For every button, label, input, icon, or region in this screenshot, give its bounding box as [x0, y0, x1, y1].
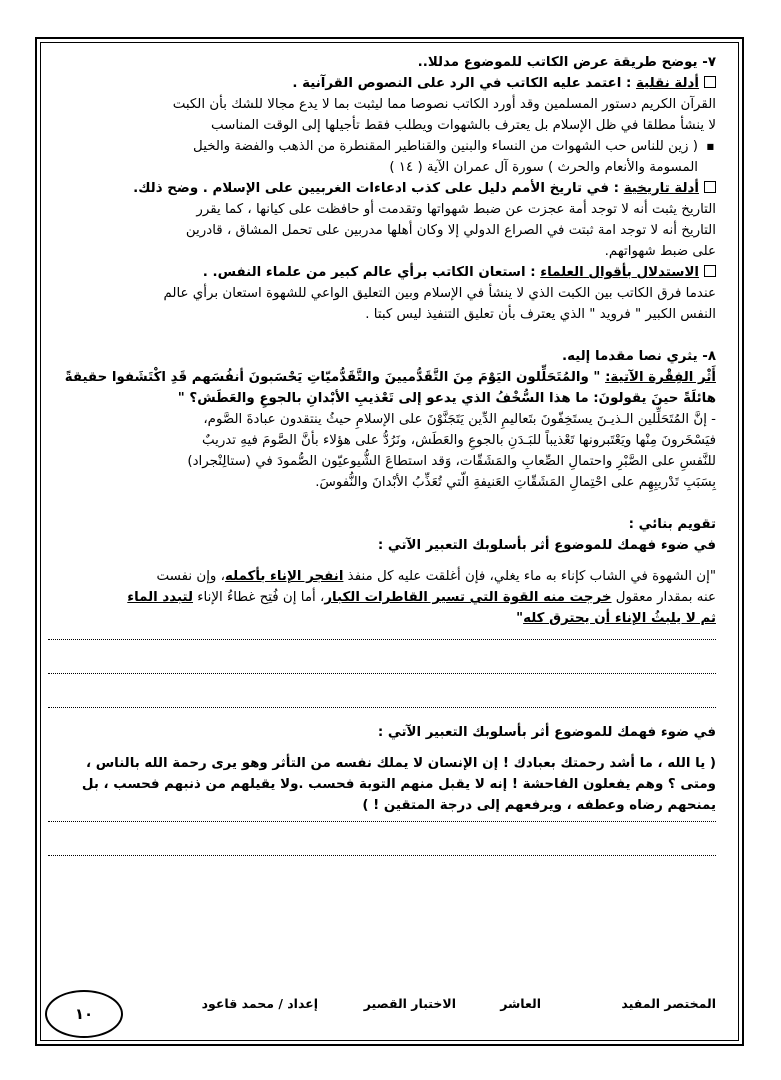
q8-quote-2: هائلَةً حينَ يقولونَ: ما هذا السُّخْفُ الذي يدعو إلى تَعْذيبِ الأبْدانِ بالجوعِ والعَطَش؟ ": [177, 391, 716, 406]
naqli-sep: :: [621, 76, 636, 91]
naqli-label: أدلة نقلية: [636, 76, 699, 91]
passage-1-line-2: [48, 587, 716, 608]
passage-1-text: "إن الشهوة في الشاب كإناء به ماء يغلي، فإن أغلقت عليه كل منفذ: [343, 569, 716, 584]
ulama-label: الاستدلال بأقوال العلماء: [540, 265, 699, 280]
passage-1-emph-3: لتبدد الماء: [127, 590, 193, 605]
tarikhi-para-1: التاريخ يثبت أنه لا توجد أمة عجزت عن ضبط شهواتها وتقدمت أو حافظت على كيانها ، كما يقرر: [196, 202, 716, 217]
spacer: [48, 556, 716, 566]
q7-title: ٧- يوضح طريقة عرض الكاتب للموضوع مدللا..: [417, 55, 716, 70]
q8-quote-text-1: " والمُتَحَلِّلون اليَوْمَ مِنَ التَّقَدُّميينَ والتَّقَدُّميّاتِ يَحْسَبونَ أنفُسَهم قَدِ اكْتَشَفوا حقيقةً: [64, 370, 606, 385]
evaluation-prompt-1: في ضوء فهمك للموضوع أثر بأسلوبك التعبير الآتي :: [377, 538, 716, 553]
passage-2-line-1: ( يا الله ، ما أشد رحمتك بعبادك ! إن الإنسان لا يملك نفسه من التأثر وهو يرى رحمة الله بالناس ،: [85, 756, 716, 771]
passage-1-emph-1: انفجر الإناء بأكمله: [224, 569, 344, 584]
passage-1-text: ، وإن نفست: [156, 569, 225, 584]
checkbox-icon: [704, 181, 716, 193]
q8-answer-1: - إنَّ المُتَحَلِّلين الـذيـنَ يستَخِفّونَ بتَعاليمِ الدِّين يَتَجَنَّوْنَ على الإسلامِ حيثُ ينتقدون عبادةَ الصَّوم،: [203, 412, 716, 427]
passage-2-line-2: ومتى ؟ وهم يفعلون الفاحشة ! إنه لا يقبل منهم التوبة فحسب .ولا يقيلهم من ذنبهم فحسب ، بل: [81, 777, 716, 792]
tarikhi-heading: [48, 178, 716, 199]
q8-title: ٨- يثري نصا مقدما إليه.: [561, 349, 716, 364]
passage-1-line-1: [48, 566, 716, 587]
ulama-heading: [48, 262, 716, 283]
ulama-para-1: عندما فرق الكاتب بين الكبت الذي لا ينشأ في الإسلام وبين التعليق الواعي للشهوة استعان برأي عالم: [163, 286, 716, 301]
tarikhi-label: أدلة تاريخية: [623, 181, 699, 196]
passage-1-text: ، أما إن فُتِح غطاءُ الإناء: [193, 590, 325, 605]
verse-line-2: المسومة والأنعام والحرث ) سورة آل عمران الآية ( ١٤ ): [389, 160, 698, 175]
spacer: [48, 493, 716, 514]
q8-answer-3: للنَّفسِ على الصَّبْرِ واحتمالِ الصِّعابِ والمَشَقّات، وَقد استطاعَ الشُّيوعيّون الصُّمودَ في (ستالِنْجراد): [187, 454, 716, 469]
footer-author: إعداد / محمد قاعود: [201, 996, 318, 1011]
footer-book: المختصر المفيد: [621, 996, 716, 1011]
document-content: [48, 52, 716, 856]
passage-1-emph-4: ثم لا يلبثُ الإناء أن يحترق كله: [523, 611, 716, 626]
q8-quote-1: [48, 367, 716, 388]
passage-1-text: عنه بمقدار معقول: [611, 590, 716, 605]
verse-item: [48, 136, 698, 178]
ulama-text: : استعان الكاتب برأي عالم كبير من علماء النفس. .: [202, 265, 541, 280]
passage-1-emph-2: خرجت منه القوة التي تسير القاطرات الكبار: [324, 590, 612, 605]
answer-line[interactable]: [48, 855, 716, 856]
page-number-badge: [45, 990, 123, 1038]
spacer: [48, 743, 716, 753]
passage-2-line-3: يمنحهم رضاه وعطفه ، ويرفعهم إلى درجة المتقين ! ): [362, 798, 716, 813]
evaluation-title: تقويم بنائي :: [628, 517, 716, 532]
page-footer: [48, 996, 716, 1020]
checkbox-icon: [704, 265, 716, 277]
spacer: [48, 325, 716, 346]
naqli-text: اعتمد عليه الكاتب في الرد على النصوص القرآنية .: [292, 76, 622, 91]
passage-1-quote-end: ": [516, 611, 524, 626]
footer-series: الاختبار القصير: [363, 996, 456, 1011]
checkbox-icon: [704, 76, 716, 88]
passage-1-line-3: [48, 608, 716, 629]
q8-intro-label: أَثْر الفِقْرة الآتية:: [605, 370, 716, 385]
naqli-para-1: القرآن الكريم دستور المسلمين وقد أورد الكاتب نصوصا مما ليثبت بما لا يدع مجالا للشك بأن الكبت: [172, 97, 716, 112]
q8-answer-2: فيَسْخَرونَ مِنْها ويَعْتَبرونها تَعْذيباً للبَـدَنِ بالجوعِ والعَطَش، ونَرُدُّ على هؤلاء بأنَّ الصَّومَ فيهِ تدريبٌ: [201, 433, 716, 448]
tarikhi-para-2: التاريخ أنه لا توجد امة ثبتت في الصراع الدولي إلا وكان أهلها مدربين على تحمل المشاق ، قادرين: [185, 223, 716, 238]
verse-list: [48, 136, 716, 178]
page-number: ١٠: [74, 1005, 94, 1023]
naqli-heading: [48, 73, 716, 94]
tarikhi-text: : في تاريخ الأمم دليل على كذب ادعاءات الغربيين على الإسلام . وضح ذلك.: [133, 181, 624, 196]
q8-answer-4: بِسَبَبِ تَدْريبِهِم على احْتِمالِ المَشَقّاتِ العَنيفةِ الّتي تُعَذِّبُ الأبْدانَ والنُّفوسَ.: [315, 475, 716, 490]
verse-line-1: ( زين للناس حب الشهوات من النساء والبنين والقناطير المقنطرة من الذهب والفضة والخيل: [193, 139, 698, 154]
footer-grade: العاشر: [500, 996, 541, 1011]
naqli-para-2: لا ينشأ مطلقا في ظل الإسلام بل يعترف بالشهوات ويطلب فقط تأجيلها إلى الوقت المناسب: [210, 118, 716, 133]
tarikhi-para-3: على ضبط شهواتهم.: [604, 244, 716, 259]
ulama-para-2: النفس الكبير " فرويد " الذي يعترف بأن تعليق التنفيذ ليس كبتا .: [365, 307, 716, 322]
evaluation-prompt-2: في ضوء فهمك للموضوع أثر بأسلوبك التعبير الآتي :: [377, 725, 716, 740]
